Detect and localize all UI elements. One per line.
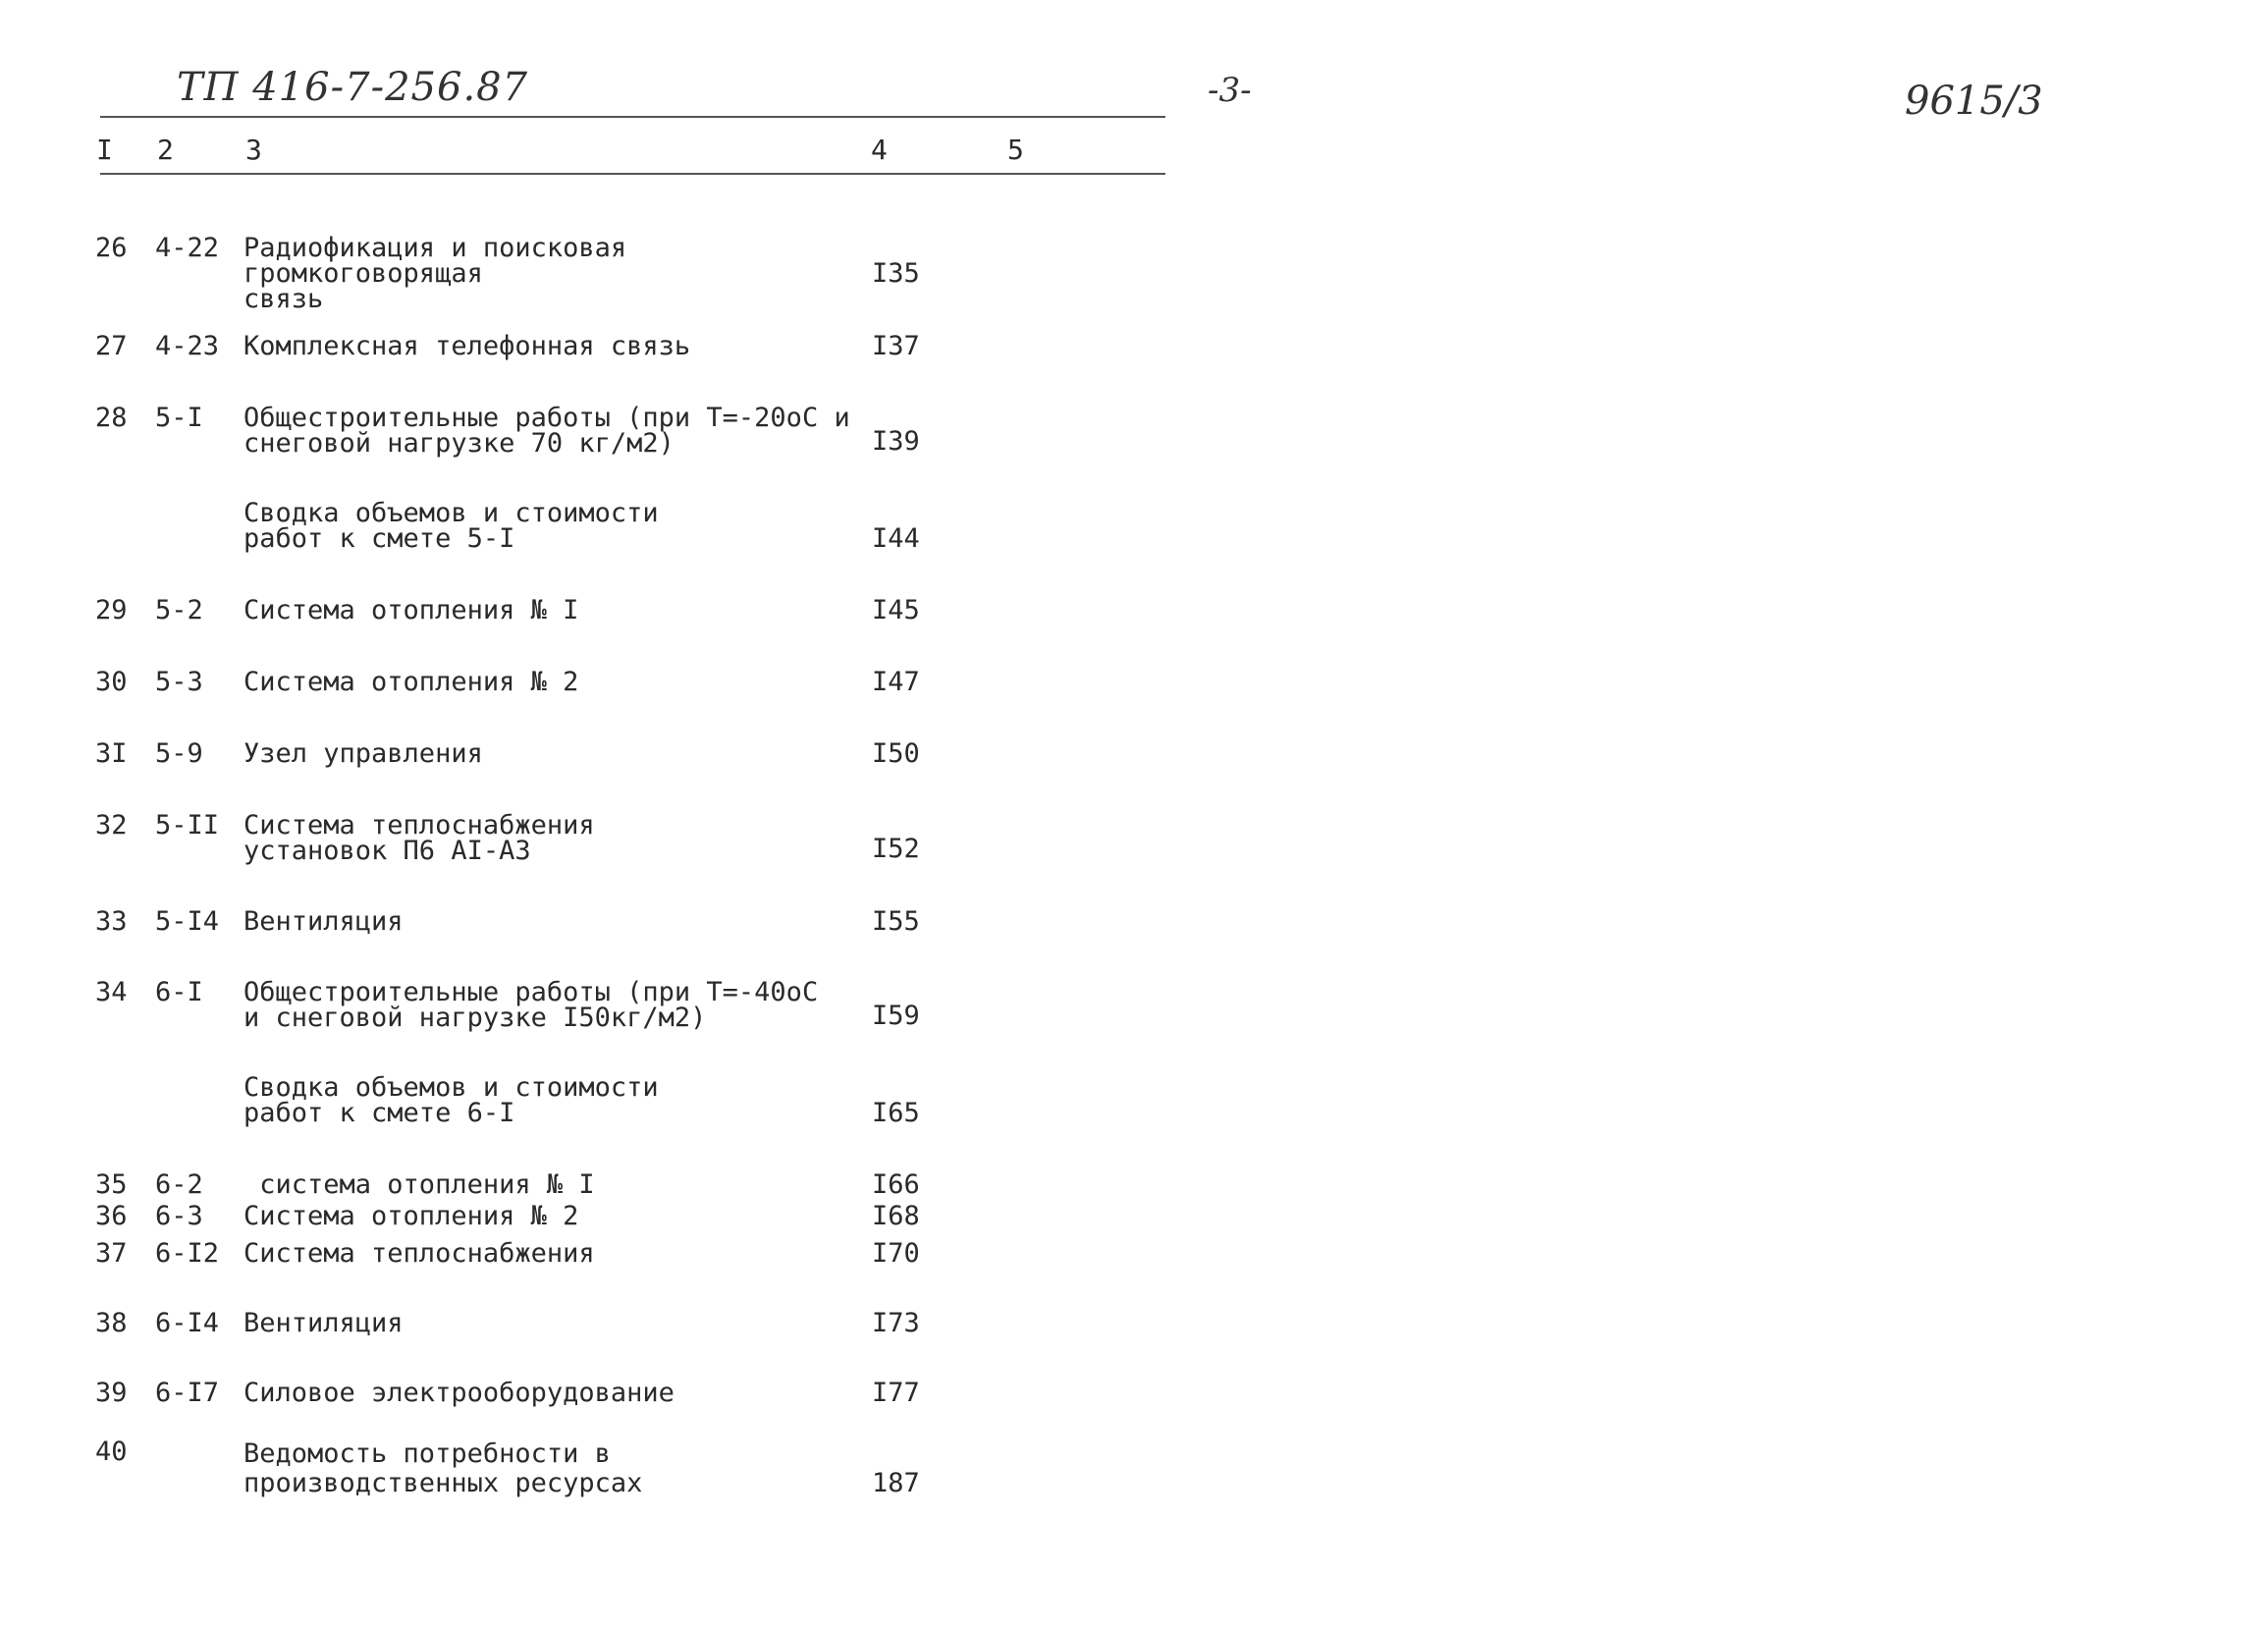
- row-number: 27: [95, 331, 128, 361]
- row-code: 5-2: [155, 595, 203, 625]
- row-code: 4-23: [155, 331, 220, 361]
- row-title: Вентиляция: [243, 1308, 404, 1338]
- row-code: 5-3: [155, 667, 203, 697]
- row-number: 30: [95, 667, 128, 697]
- row-title: Сводка объемов и стоимости работ к смете 6-I: [243, 1072, 659, 1128]
- row-page: I50: [872, 738, 920, 769]
- row-page: I68: [872, 1201, 920, 1231]
- row-page: I55: [872, 906, 920, 937]
- archive-number: 9615/3: [1905, 79, 2043, 124]
- row-page: I52: [872, 834, 920, 864]
- row-title: Общестроительные работы (при Т=-20оС и снеговой нагрузке 70 кг/м2): [243, 403, 850, 459]
- row-page: I66: [872, 1169, 920, 1200]
- row-title: Система отопления № 2: [243, 667, 579, 697]
- row-page: I47: [872, 667, 920, 697]
- row-page: 187: [872, 1468, 920, 1498]
- row-number: 40: [95, 1437, 128, 1467]
- row-title: Ведомость потребности в производственных ресурсах: [243, 1438, 643, 1498]
- row-number: 34: [95, 977, 128, 1007]
- row-page: I37: [872, 331, 920, 361]
- row-title: Вентиляция: [243, 906, 404, 937]
- row-title: Система отопления № I: [243, 595, 579, 625]
- row-number: 26: [95, 233, 128, 263]
- row-code: 6-I: [155, 977, 203, 1007]
- row-page: I45: [872, 595, 920, 625]
- row-number: 36: [95, 1201, 128, 1231]
- row-code: 5-9: [155, 738, 203, 769]
- row-number: 29: [95, 595, 128, 625]
- row-number: 3I: [95, 738, 128, 769]
- row-code: 5-I4: [155, 906, 220, 937]
- header-bottom-rule: [100, 173, 1165, 175]
- row-number: 35: [95, 1169, 128, 1200]
- row-code: 6-I7: [155, 1378, 220, 1408]
- row-code: 6-I2: [155, 1238, 220, 1269]
- row-title: Система отопления № 2: [243, 1201, 579, 1231]
- row-page: I59: [872, 1001, 920, 1031]
- row-title: Радиофикация и поисковая громкоговорящая связь: [243, 233, 627, 314]
- row-code: 6-I4: [155, 1308, 220, 1338]
- column-header-5: 5: [1007, 134, 1024, 166]
- row-title: Сводка объемов и стоимости работ к смете 5-I: [243, 498, 659, 554]
- row-code: 5-I: [155, 403, 203, 433]
- row-title: Узел управления: [243, 738, 483, 769]
- row-code: 6-2: [155, 1169, 203, 1200]
- row-page: I65: [872, 1098, 920, 1128]
- row-page: I73: [872, 1308, 920, 1338]
- row-number: 39: [95, 1378, 128, 1408]
- column-header-4: 4: [871, 134, 888, 166]
- row-page: I35: [872, 258, 920, 289]
- row-number: 38: [95, 1308, 128, 1338]
- row-page: I39: [872, 426, 920, 457]
- row-number: 32: [95, 810, 128, 841]
- row-title: Комплексная телефонная связь: [243, 331, 691, 361]
- row-page: I70: [872, 1238, 920, 1269]
- header-top-rule: [100, 116, 1165, 118]
- row-page: I77: [872, 1378, 920, 1408]
- row-title: Силовое электрооборудование: [243, 1378, 675, 1408]
- row-title: Система теплоснабжения: [243, 1238, 595, 1269]
- document-code: ТП 416-7-256.87: [177, 65, 529, 110]
- row-number: 33: [95, 906, 128, 937]
- row-title: Система теплоснабжения установок П6 АI-А3: [243, 810, 595, 866]
- column-header-1: I: [96, 134, 113, 166]
- row-page: I44: [872, 523, 920, 554]
- row-number: 37: [95, 1238, 128, 1269]
- row-number: 28: [95, 403, 128, 433]
- column-header-2: 2: [157, 134, 174, 166]
- row-code: 4-22: [155, 233, 220, 263]
- row-title: Общестроительные работы (при Т=-40оС и снеговой нагрузке I50кг/м2): [243, 977, 819, 1033]
- row-code: 6-3: [155, 1201, 203, 1231]
- row-title: система отопления № I: [243, 1169, 595, 1200]
- column-header-3: 3: [245, 134, 262, 166]
- page-number: -3-: [1208, 71, 1252, 110]
- row-code: 5-II: [155, 810, 220, 841]
